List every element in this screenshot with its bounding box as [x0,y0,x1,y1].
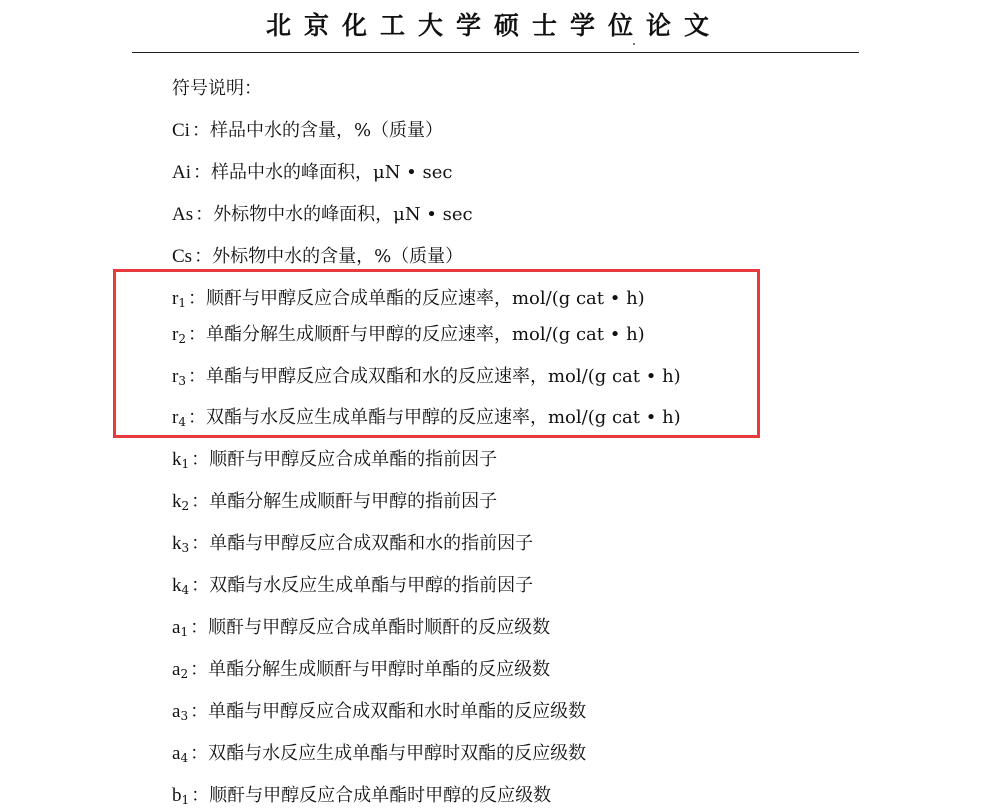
symbol-line-as [172,200,473,226]
symbol-line-ai [172,158,452,184]
symbol-line-a1 [172,613,550,639]
symbol: r [172,366,179,387]
symbol: k [172,533,182,554]
symbol-line-k3 [172,529,533,555]
section-heading: 符号说明： [172,78,262,99]
symbol-description: ：单酯分解生成顺酐与甲醇时单酯的反应级数 [190,659,551,680]
page-header-title: 北京化工大学硕士学位论文 [265,11,722,40]
symbol-line-r2 [172,320,645,346]
symbol-line-r4 [172,403,681,429]
symbol-description: ：外标物中水的峰面积，μN • sec [195,204,473,225]
symbol-description: ：双酯与水反应生成单酯与甲醇的指前因子 [191,575,534,596]
symbol: Cs [172,246,193,267]
symbol-line-r1 [172,284,645,310]
symbol-line-r3 [172,362,681,388]
symbol-line-cs [172,242,463,268]
scan-speck [633,43,635,45]
symbol-subscript: 1 [181,793,190,807]
symbol-subscript: 1 [181,457,190,471]
symbol-subscript: 3 [181,541,190,555]
symbol-description: ：单酯与甲醇反应合成双酯和水的反应速率，mol/(g cat • h) [187,366,681,387]
symbol-description: ：样品中水的峰面积，μN • sec [193,162,453,183]
symbol-line-k2 [172,487,497,513]
symbol-line-b1 [172,781,551,807]
symbol-subscript: 4 [181,583,190,597]
symbol: r [172,324,179,345]
symbol-description: ：单酯分解生成顺酐与甲醇的指前因子 [191,491,498,512]
symbol-subscript: 2 [180,667,189,681]
symbol-description: ：顺酐与甲醇反应合成单酯时甲醇的反应级数 [191,785,552,806]
symbol: k [172,575,182,596]
symbol-description: ：顺酐与甲醇反应合成单酯的反应速率，mol/(g cat • h) [187,288,645,309]
symbol-line-k1 [172,445,497,471]
symbol-description: ：双酯与水反应生成单酯与甲醇的反应速率，mol/(g cat • h) [187,407,681,428]
symbol: Ci [172,120,190,141]
symbol-subscript: 1 [180,625,189,639]
symbol-subscript: 3 [178,374,186,388]
symbol-description: ：外标物中水的含量，%（质量） [194,246,464,267]
symbol: b [172,785,182,806]
symbol-subscript: 2 [178,332,186,346]
symbol-description: ：顺酐与甲醇反应合成单酯时顺酐的反应级数 [190,617,551,638]
symbol-subscript: 4 [178,415,186,429]
symbol-line-a2 [172,655,550,681]
symbol: As [172,204,194,225]
symbol: r [172,288,179,309]
symbol: a [172,659,181,680]
symbol: r [172,407,179,428]
symbol-line-a3 [172,697,586,723]
symbol-description: ：双酯与水反应生成单酯与甲醇时双酯的反应级数 [190,743,587,764]
symbol: a [172,743,181,764]
symbol: k [172,491,182,512]
symbol-description: ：样品中水的含量，%（质量） [191,120,444,141]
symbol-subscript: 4 [180,751,189,765]
symbol-description: ：单酯与甲醇反应合成双酯和水的指前因子 [191,533,534,554]
symbol-line-a4 [172,739,586,765]
symbol-description: ：单酯分解生成顺酐与甲醇的反应速率，mol/(g cat • h) [187,324,645,345]
symbol-line-k4 [172,571,533,597]
symbol: a [172,617,181,638]
symbol-description: ：顺酐与甲醇反应合成单酯的指前因子 [191,449,498,470]
symbol-subscript: 3 [180,709,189,723]
symbol: a [172,701,181,722]
symbol-line-ci [172,116,443,142]
symbol-description: ：单酯与甲醇反应合成双酯和水时单酯的反应级数 [190,701,587,722]
symbol: k [172,449,182,470]
symbol: Ai [172,162,191,183]
header-rule [132,52,859,53]
symbol-subscript: 1 [178,296,186,310]
symbol-subscript: 2 [181,499,190,513]
